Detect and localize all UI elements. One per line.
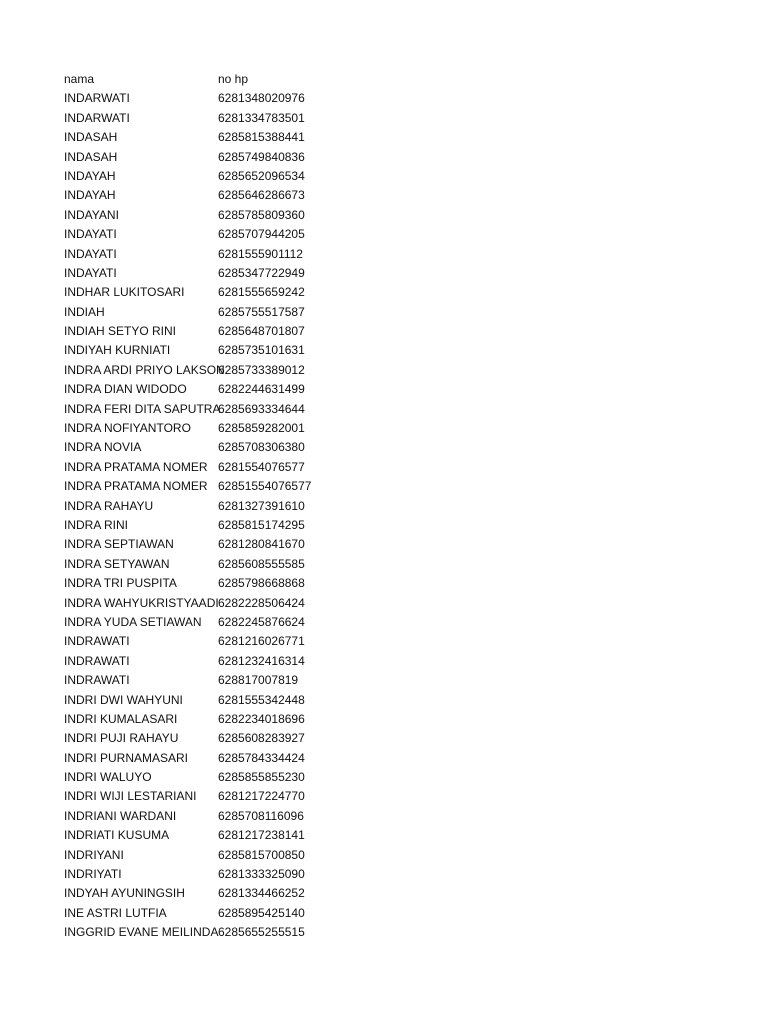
- table-row: [64, 89, 704, 108]
- table-row: [64, 109, 704, 128]
- table-row: [64, 380, 704, 399]
- phone-cell: 6285815174295: [218, 517, 305, 532]
- table-row: [64, 400, 704, 419]
- phone-cell: 6285755517587: [218, 304, 305, 319]
- table-row: [64, 322, 704, 341]
- phone-cell: 6285749840836: [218, 149, 305, 164]
- name-cell: INDRA FERI DITA SAPUTRA: [64, 401, 221, 416]
- name-cell: INDASAH: [64, 149, 118, 164]
- phone-cell: 6285798668868: [218, 576, 305, 591]
- name-cell: INDRA PRATAMA NOMER: [64, 459, 208, 474]
- name-cell: INDRI WIJI LESTARIANI: [64, 789, 197, 804]
- phone-cell: 6285707944205: [218, 227, 305, 242]
- name-cell: INDRAWATI: [64, 653, 130, 668]
- table-row: [64, 865, 704, 884]
- name-cell: INDRA TRI PUSPITA: [64, 576, 177, 591]
- name-cell: INDRA NOVIA: [64, 440, 142, 455]
- table-row: [64, 128, 704, 147]
- name-cell: INDRA WAHYUKRISTYAADI: [64, 595, 219, 610]
- name-cell: INDRI PURNAMASARI: [64, 750, 189, 765]
- table-row: [64, 768, 704, 787]
- table-row: [64, 729, 704, 748]
- phone-cell: 6285648701807: [218, 324, 305, 339]
- name-cell: INDARWATI: [64, 91, 130, 106]
- name-cell: INDIAH: [64, 304, 105, 319]
- name-cell: INDRA YUDA SETIAWAN: [64, 614, 202, 629]
- phone-cell: 6281216026771: [218, 634, 305, 649]
- table-row: [64, 904, 704, 923]
- table-row: [64, 710, 704, 729]
- name-cell: INDRI WALUYO: [64, 770, 152, 785]
- table-row: [64, 826, 704, 845]
- table-row: [64, 594, 704, 613]
- phone-cell: 6281334466252: [218, 886, 305, 901]
- name-cell: INDRIYANI: [64, 847, 124, 862]
- phone-cell: 6281217224770: [218, 789, 305, 804]
- table-row: [64, 652, 704, 671]
- table-row: [64, 458, 704, 477]
- table-row: [64, 303, 704, 322]
- table-row: [64, 516, 704, 535]
- name-cell: INDRI DWI WAHYUNI: [64, 692, 183, 707]
- phone-cell: 6285815388441: [218, 130, 305, 145]
- name-cell: INDRI KUMALASARI: [64, 711, 178, 726]
- phone-cell: 6285646286673: [218, 188, 305, 203]
- phone-cell: 6281555342448: [218, 692, 305, 707]
- table-row: [64, 632, 704, 651]
- phone-cell: 6281555659242: [218, 285, 305, 300]
- table-row: [64, 264, 704, 283]
- name-cell: INGGRID EVANE MEILINDA: [64, 925, 219, 940]
- table-row: [64, 477, 704, 496]
- phone-cell: 6285859282001: [218, 421, 305, 436]
- table-row: [64, 497, 704, 516]
- name-cell: INDRIANI WARDANI: [64, 808, 177, 823]
- name-cell: INDHAR LUKITOSARI: [64, 285, 185, 300]
- phone-cell: 62851554076577: [218, 479, 312, 494]
- table-row: [64, 419, 704, 438]
- phone-cell: 6281280841670: [218, 537, 305, 552]
- table-row: [64, 807, 704, 826]
- contact-table: [64, 70, 704, 943]
- table-row: [64, 206, 704, 225]
- table-row: [64, 884, 704, 903]
- name-cell: INDRA RINI: [64, 517, 129, 532]
- name-cell: INDARWATI: [64, 110, 130, 125]
- name-cell: INDRI PUJI RAHAYU: [64, 731, 179, 746]
- table-row: [64, 535, 704, 554]
- table-row: [64, 438, 704, 457]
- phone-cell: 6285785809360: [218, 207, 305, 222]
- table-row: [64, 361, 704, 380]
- table-row: [64, 671, 704, 690]
- table-row: [64, 341, 704, 360]
- table-row: [64, 846, 704, 865]
- phone-cell: 6285347722949: [218, 265, 305, 280]
- phone-cell: 6281334783501: [218, 110, 305, 125]
- phone-cell: 6285693334644: [218, 401, 305, 416]
- table-header-row: [64, 70, 704, 89]
- phone-cell: 6285784334424: [218, 750, 305, 765]
- name-cell: INDRA NOFIYANTORO: [64, 421, 191, 436]
- name-cell: INDAYAH: [64, 168, 116, 183]
- name-cell: INDRA PRATAMA NOMER: [64, 479, 208, 494]
- phone-cell: 6285652096534: [218, 168, 305, 183]
- phone-cell: 628817007819: [218, 673, 299, 688]
- name-cell: INDRA SETYAWAN: [64, 556, 170, 571]
- column-header-name: nama: [64, 72, 95, 86]
- name-cell: INE ASTRI LUTFIA: [64, 905, 167, 920]
- column-header-phone: no hp: [218, 72, 249, 86]
- name-cell: INDASAH: [64, 130, 118, 145]
- phone-cell: 6281327391610: [218, 498, 305, 513]
- phone-cell: 6285815700850: [218, 847, 305, 862]
- name-cell: INDRA DIAN WIDODO: [64, 382, 187, 397]
- phone-cell: 6281555901112: [218, 246, 303, 261]
- table-row: [64, 186, 704, 205]
- table-row: [64, 691, 704, 710]
- name-cell: INDAYATI: [64, 227, 117, 242]
- phone-cell: 6281554076577: [218, 459, 305, 474]
- phone-cell: 6281217238141: [218, 828, 305, 843]
- phone-cell: 6282234018696: [218, 711, 305, 726]
- name-cell: INDRA SEPTIAWAN: [64, 537, 174, 552]
- name-cell: INDRAWATI: [64, 634, 130, 649]
- phone-cell: 6282228506424: [218, 595, 305, 610]
- name-cell: INDRAWATI: [64, 673, 130, 688]
- name-cell: INDAYATI: [64, 246, 117, 261]
- table-row: [64, 613, 704, 632]
- table-row: [64, 148, 704, 167]
- name-cell: INDIYAH KURNIATI: [64, 343, 171, 358]
- table-row: [64, 225, 704, 244]
- phone-cell: 6285608555585: [218, 556, 305, 571]
- table-row: [64, 555, 704, 574]
- table-row: [64, 749, 704, 768]
- table-body: [64, 89, 704, 942]
- table-row: [64, 245, 704, 264]
- name-cell: INDRA RAHAYU: [64, 498, 154, 513]
- name-cell: INDYAH AYUNINGSIH: [64, 886, 185, 901]
- name-cell: INDAYATI: [64, 265, 117, 280]
- name-cell: INDAYANI: [64, 207, 119, 222]
- phone-cell: 6282245876624: [218, 614, 305, 629]
- name-cell: INDAYAH: [64, 188, 116, 203]
- phone-cell: 6281348020976: [218, 91, 305, 106]
- name-cell: INDRIATI KUSUMA: [64, 828, 170, 843]
- table-row: [64, 923, 704, 942]
- table-row: [64, 283, 704, 302]
- phone-cell: 6285895425140: [218, 905, 305, 920]
- phone-cell: 6281232416314: [218, 653, 305, 668]
- table-row: [64, 574, 704, 593]
- table-row: [64, 167, 704, 186]
- name-cell: INDRA ARDI PRIYO LAKSON: [64, 362, 225, 377]
- name-cell: INDRIYATI: [64, 867, 122, 882]
- phone-cell: 6285708116096: [218, 808, 304, 823]
- phone-cell: 6285735101631: [218, 343, 305, 358]
- table-row: [64, 787, 704, 806]
- phone-cell: 6285608283927: [218, 731, 305, 746]
- name-cell: INDIAH SETYO RINI: [64, 324, 177, 339]
- phone-cell: 6285733389012: [218, 362, 305, 377]
- phone-cell: 6282244631499: [218, 382, 305, 397]
- phone-cell: 6285855855230: [218, 770, 305, 785]
- phone-cell: 6285655255515: [218, 925, 305, 940]
- phone-cell: 6281333325090: [218, 867, 305, 882]
- phone-cell: 6285708306380: [218, 440, 305, 455]
